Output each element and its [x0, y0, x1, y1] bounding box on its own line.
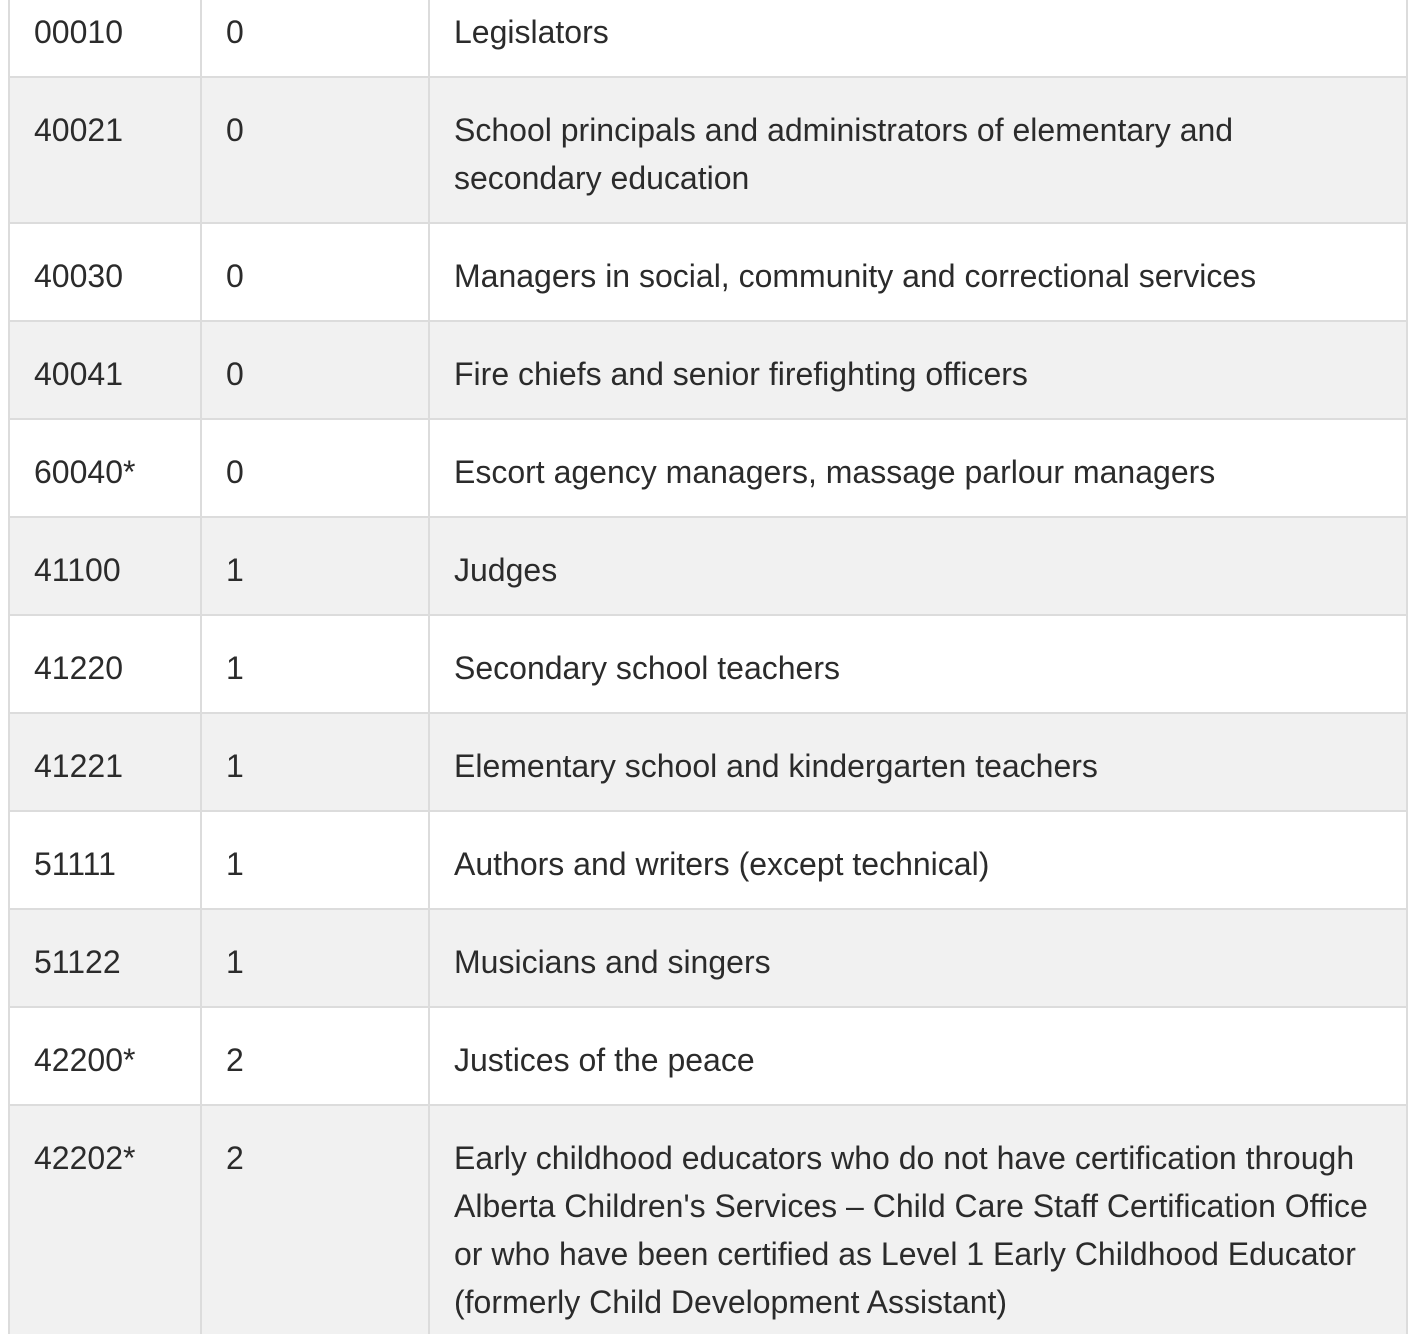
table-row — [9, 811, 1407, 909]
occupation-title-cell: School principals and administrators of elementary and secondary education — [429, 77, 1407, 223]
teer-cell: 1 — [201, 713, 429, 811]
occupation-title-cell: Authors and writers (except technical) — [429, 811, 1407, 909]
occupation-title-cell: Secondary school teachers — [429, 615, 1407, 713]
occupation-title-cell: Legislators — [429, 0, 1407, 77]
noc-code-cell: 40021 — [9, 77, 201, 223]
teer-cell: 0 — [201, 77, 429, 223]
teer-cell: 2 — [201, 1105, 429, 1334]
noc-code-cell: 60040* — [9, 419, 201, 517]
table-row — [9, 1105, 1407, 1334]
table-row — [9, 321, 1407, 419]
table-row — [9, 909, 1407, 1007]
teer-cell: 1 — [201, 517, 429, 615]
table-row — [9, 1007, 1407, 1105]
occupation-title-cell: Fire chiefs and senior firefighting officers — [429, 321, 1407, 419]
teer-cell: 0 — [201, 321, 429, 419]
noc-code-cell: 41221 — [9, 713, 201, 811]
teer-cell: 0 — [201, 223, 429, 321]
table-row — [9, 713, 1407, 811]
teer-cell: 2 — [201, 1007, 429, 1105]
noc-code-cell: 51122 — [9, 909, 201, 1007]
noc-code-cell: 42202* — [9, 1105, 201, 1334]
table-row — [9, 615, 1407, 713]
occupation-table-body — [9, 0, 1407, 1334]
occupation-table — [8, 0, 1408, 1334]
occupation-title-cell: Judges — [429, 517, 1407, 615]
table-row — [9, 223, 1407, 321]
noc-code-cell: 51111 — [9, 811, 201, 909]
table-row — [9, 0, 1407, 77]
teer-cell: 0 — [201, 0, 429, 77]
teer-cell: 1 — [201, 615, 429, 713]
noc-code-cell: 40030 — [9, 223, 201, 321]
table-row — [9, 517, 1407, 615]
noc-code-cell: 41100 — [9, 517, 201, 615]
table-row — [9, 77, 1407, 223]
noc-code-cell: 40041 — [9, 321, 201, 419]
occupation-title-cell: Justices of the peace — [429, 1007, 1407, 1105]
noc-code-cell: 00010 — [9, 0, 201, 77]
occupation-title-cell: Escort agency managers, massage parlour managers — [429, 419, 1407, 517]
table-row — [9, 419, 1407, 517]
occupation-title-cell: Musicians and singers — [429, 909, 1407, 1007]
teer-cell: 0 — [201, 419, 429, 517]
teer-cell: 1 — [201, 811, 429, 909]
occupation-title-cell: Elementary school and kindergarten teachers — [429, 713, 1407, 811]
teer-cell: 1 — [201, 909, 429, 1007]
occupation-title-cell: Early childhood educators who do not have certification through Alberta Children's Services – Child Care Staff Certification Office or who have been certified as Level 1 Early Childhood Educator (formerly Child Development Assistant) — [429, 1105, 1407, 1334]
noc-code-cell: 42200* — [9, 1007, 201, 1105]
occupation-title-cell: Managers in social, community and correctional services — [429, 223, 1407, 321]
noc-code-cell: 41220 — [9, 615, 201, 713]
